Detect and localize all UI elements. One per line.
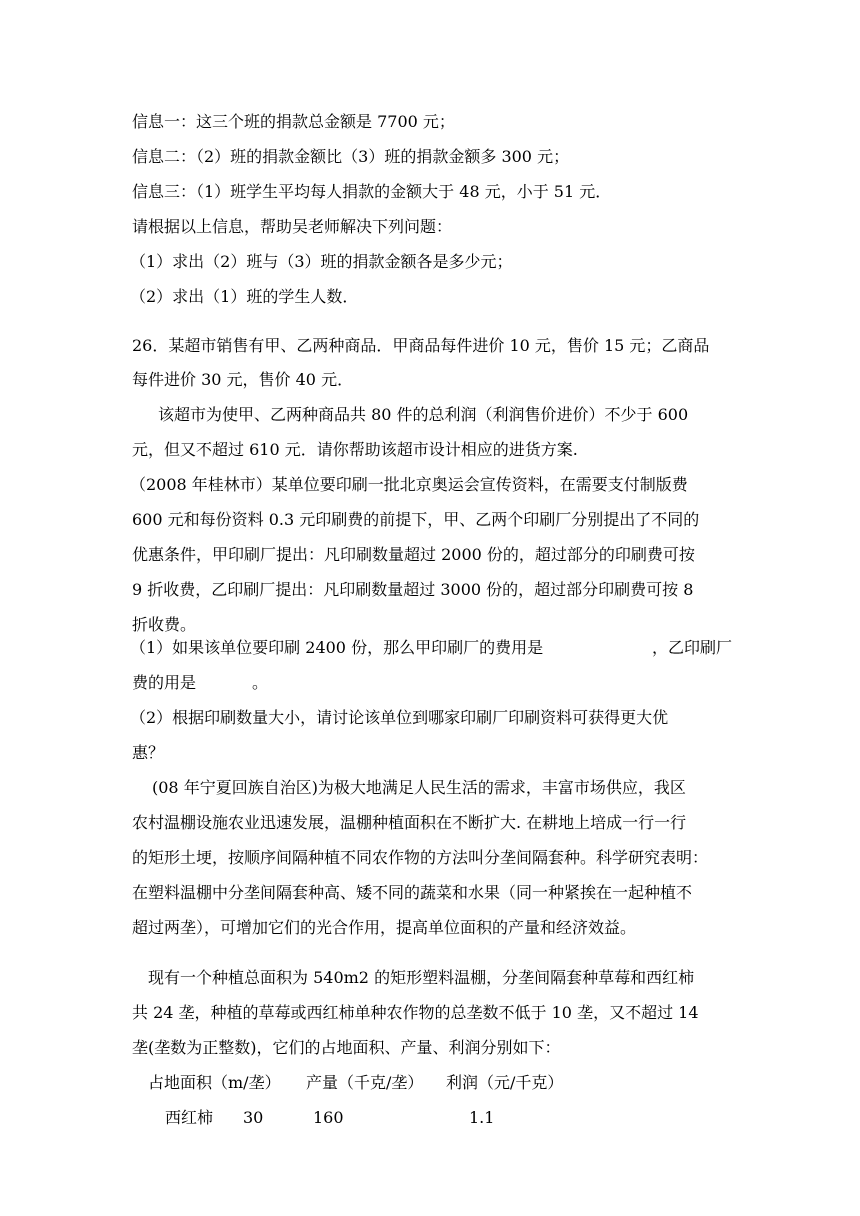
info-line-2: 信息二：（2）班的捐款金额比（3）班的捐款金额多 300 元； xyxy=(132,147,570,166)
table-header-profit: 利润（元/千克） xyxy=(446,1073,564,1092)
ningxia-problem-line-1: (08 年宁夏回族自治区)为极大地满足人民生活的需求，丰富市场供应，我区 xyxy=(152,778,686,797)
guilin-problem-line-1: （2008 年桂林市）某单位要印刷一批北京奥运会宣传资料，在需要支付制版费 xyxy=(130,475,688,494)
guilin-question-1-part-1: （1）如果该单位要印刷 2400 份，那么甲印刷厂的费用是 xyxy=(130,638,544,657)
instruction-line: 请根据以上信息，帮助吴老师解决下列问题： xyxy=(132,217,453,236)
guilin-problem-line-4: 9 折收费，乙印刷厂提出：凡印刷数量超过 3000 份的，超过部分印刷费可按 8 xyxy=(132,580,694,599)
ningxia-problem-line-5: 超过两垄），可增加它们的光合作用，提高单位面积的产量和经济效益。 xyxy=(132,918,637,937)
table-header-yield: 产量（千克/垄） xyxy=(306,1073,424,1092)
table-header-row xyxy=(0,1073,860,1093)
guilin-problem-line-2: 600 元和每份资料 0.3 元印刷费的前提下，甲、乙两个印刷厂分别提出了不同的 xyxy=(132,510,700,529)
table-cell-crop: 西红柿 xyxy=(165,1108,214,1127)
table-cell-yield: 160 xyxy=(313,1108,344,1127)
table-cell-area: 30 xyxy=(243,1108,264,1127)
ningxia-problem-line-6: 现有一个种植总面积为 540m2 的矩形塑料温棚，分垄间隔套种草莓和西红柿 xyxy=(148,968,695,987)
ningxia-problem-line-4: 在塑料温棚中分垄间隔套种高、矮不同的蔬菜和水果（同一种紧挨在一起种植不 xyxy=(132,883,693,902)
table-row xyxy=(0,1108,860,1128)
problem-26-line-2: 每件进价 30 元，售价 40 元． xyxy=(132,370,354,389)
info-line-3: 信息三：（1）班学生平均每人捐款的金额大于 48 元，小于 51 元． xyxy=(132,182,612,201)
ningxia-problem-line-3: 的矩形土埂，按顺序间隔种植不同农作物的方法叫分垄间隔套种。科学研究表明： xyxy=(132,848,709,867)
info-line-1: 信息一：这三个班的捐款总金额是 7700 元； xyxy=(132,112,455,131)
guilin-question-2-line-2: 惠？ xyxy=(132,743,165,762)
table-cell-profit: 1.1 xyxy=(469,1108,495,1127)
guilin-problem-line-3: 优惠条件，甲印刷厂提出：凡印刷数量超过 2000 份的，超过部分的印刷费可按 xyxy=(132,545,695,564)
guilin-question-1-line-2-part-2: 。 xyxy=(252,673,269,692)
question-2: （2）求出（1）班的学生人数． xyxy=(130,287,359,306)
ningxia-problem-line-8: 垄(垄数为正整数)，它们的占地面积、产量、利润分别如下： xyxy=(132,1038,561,1057)
problem-26-line-4: 元，但又不超过 610 元．请你帮助该超市设计相应的进货方案. xyxy=(132,440,578,459)
guilin-question-2-line-1: （2）根据印刷数量大小，请讨论该单位到哪家印刷厂印刷资料可获得更大优 xyxy=(130,708,669,727)
guilin-problem-line-5: 折收费。 xyxy=(132,615,197,634)
guilin-question-1-part-2: ，乙印刷厂 xyxy=(652,638,733,657)
problem-26-line-1: 26．某超市销售有甲、乙两种商品．甲商品每件进价 10 元，售价 15 元；乙商品 xyxy=(132,336,710,355)
question-1: （1）求出（2）班与（3）班的捐款金额各是多少元； xyxy=(130,252,513,271)
problem-26-line-3: 该超市为使甲、乙两种商品共 80 件的总利润（利润售价进价）不少于 600 xyxy=(158,405,689,424)
ningxia-problem-line-2: 农村温棚设施农业迅速发展，温棚种植面积在不断扩大. 在耕地上培成一行一行 xyxy=(132,813,687,832)
guilin-question-1-line-2-part-1: 费的用是 xyxy=(132,673,197,692)
ningxia-problem-line-7: 共 24 垄，种植的草莓或西红柿单种农作物的总垄数不低于 10 垄，又不超过 14 xyxy=(132,1003,699,1022)
table-header-area: 占地面积（m/垄） xyxy=(148,1073,281,1092)
